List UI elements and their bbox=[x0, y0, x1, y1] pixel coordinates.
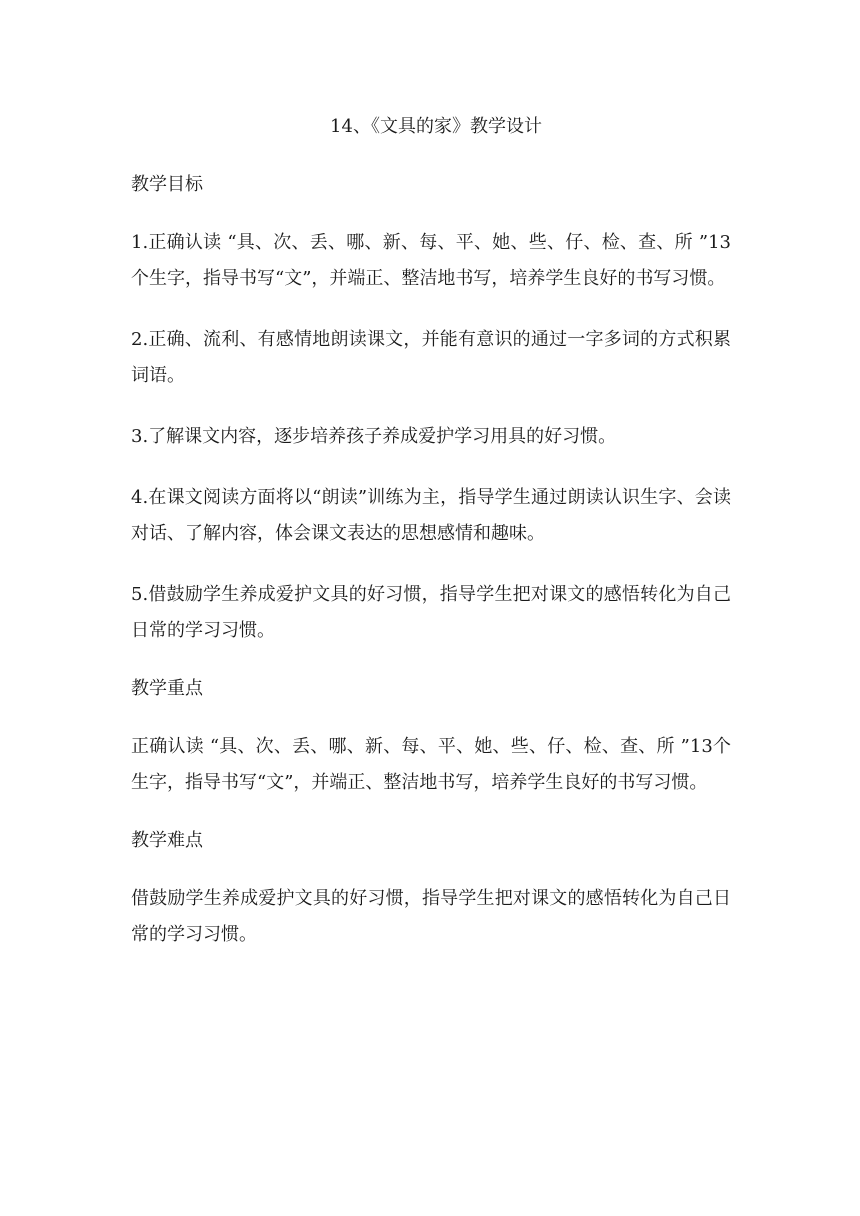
document-title: 14、《文具的家》教学设计 bbox=[330, 116, 542, 137]
key-points-heading: 教学重点 bbox=[131, 678, 203, 699]
difficulties-text: 借鼓励学生养成爱护文具的好习惯，指导学生把对课文的感悟转化为自己日常的学习习惯。 bbox=[131, 888, 731, 945]
objective-item-3: 3.了解课文内容，逐步培养孩子养成爱护学习用具的好习惯。 bbox=[131, 426, 617, 447]
document-page bbox=[131, 112, 731, 978]
difficulties-heading: 教学难点 bbox=[131, 830, 203, 851]
objective-item-5: 5.借鼓励学生养成爱护文具的好习惯，指导学生把对课文的感悟转化为自己日常的学习习惯。 bbox=[131, 584, 731, 641]
objective-item-4: 4.在课文阅读方面将以“朗读”训练为主，指导学生通过朗读认识生字、会读对话、了解内容，体会课文表达的思想感情和趣味。 bbox=[131, 487, 731, 544]
objectives-heading: 教学目标 bbox=[131, 174, 203, 195]
objective-item-1: 1.正确认读 “具、次、丢、哪、新、每、平、她、些、仔、检、查、所 ”13个生字，指导书写“文”，并端正、整洁地书写，培养学生良好的书写习惯。 bbox=[131, 232, 731, 289]
key-points-text: 正确认读 “具、次、丢、哪、新、每、平、她、些、仔、检、查、所 ”13个生字，指导书写“文”，并端正、整洁地书写，培养学生良好的书写习惯。 bbox=[131, 736, 731, 793]
objective-item-2: 2.正确、流利、有感情地朗读课文，并能有意识的通过一字多词的方式积累词语。 bbox=[131, 329, 731, 386]
